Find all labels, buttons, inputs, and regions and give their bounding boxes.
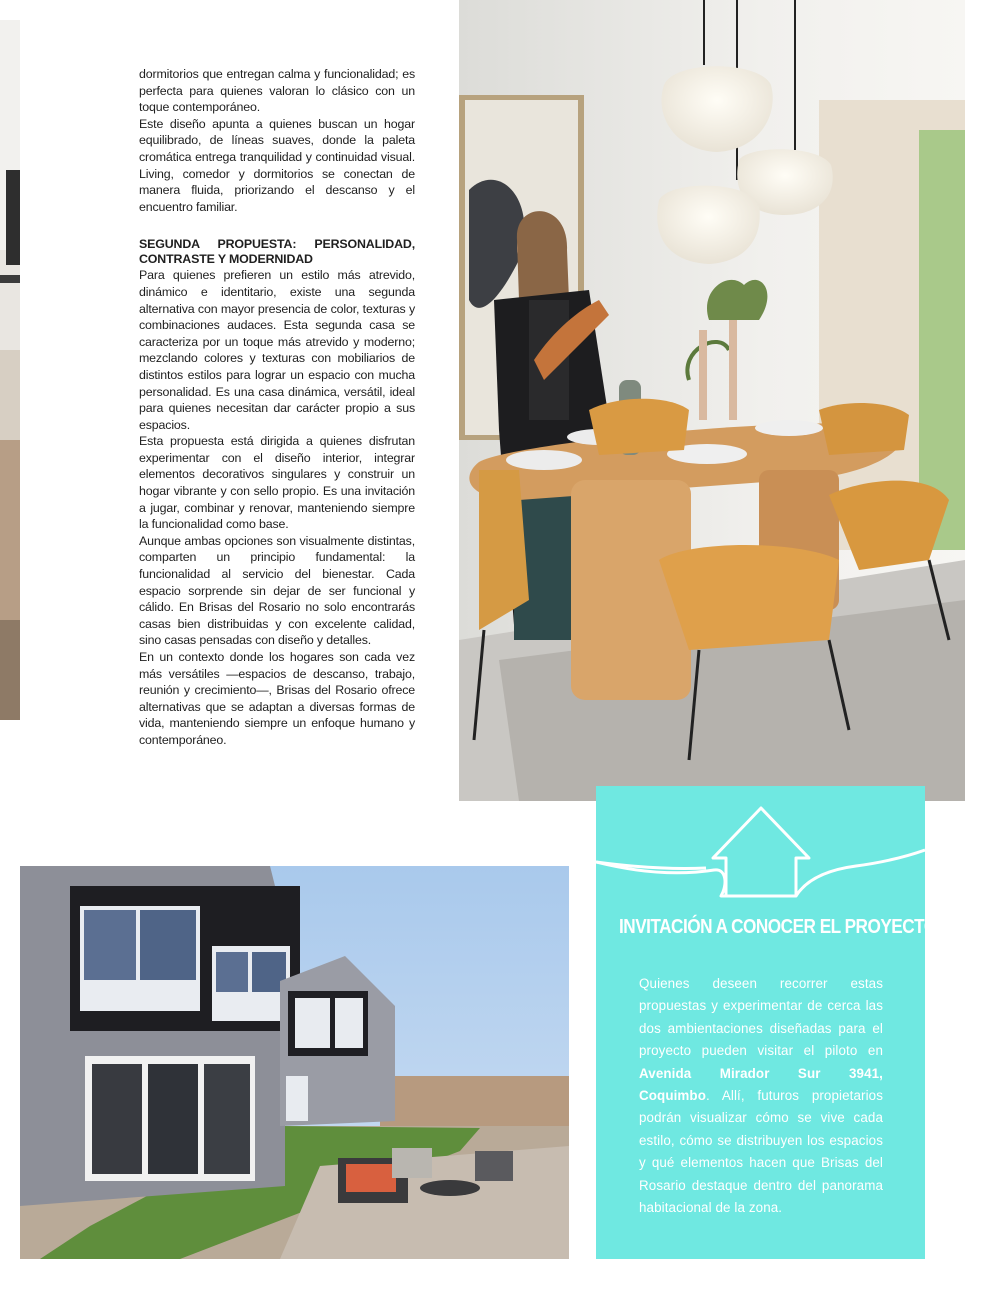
article-paragraph: En un contexto donde los hogares son cada vez más versátiles —espacios de descanso, trabajo, reunión y crecimiento—, Brisas del Rosario ofrece alternativas que se adaptan a diversas formas de vida, manteniendo siempre un enfoque humano y contemporáneo. [139,650,415,747]
article-paragraph: Para quienes prefieren un estilo más atrevido, dinámico e identitario, existe una segunda alternativa con mayor presencia de color, texturas y combinaciones audaces. Esta segunda casa se caracteriza por un toque más atrevido y moderno; mezclando colores y texturas con mobiliarios de distintos estilos para lograr un espacio con mucha personalidad. Es una casa dinámica, versátil, ideal para quienes necesitan dar carácter propio a sus espacios. [139,268,415,432]
section-heading: SEGUNDA PROPUESTA: PERSONALIDAD, CONTRASTE Y MODERNIDAD [139,237,415,267]
article-paragraph: Esta propuesta está dirigida a quienes disfrutan experimentar con el diseño interior, integrar elementos decorativos singulares y construir un hogar vibrante y con sello propio. Es una invitación a jugar, combinar y renovar, manteniendo siempre la funcionalidad como base. [139,434,415,532]
interior-photo-edge [0,20,20,720]
article-paragraph: Aunque ambas opciones son visualmente distintas, comparten un principio fundamental: la funcionalidad al servicio del bienestar. Cada espacio sorprende sin dejar de ser funcional y cálido. En Brisas del Rosario no solo encontrarás casas bien distribuidas y con excelente calidad, sino casas pensadas con diseño y detalles. [139,533,415,648]
article-paragraph: Este diseño apunta a quienes buscan un hogar equilibrado, de líneas suaves, donde la paleta cromática entrega tranquilidad y continuidad visual. Living, comedor y dormitorios se conectan de manera fluida, priorizando el descanso y el encuentro familiar. [139,116,415,214]
article-body [139,66,415,749]
invitation-text-start: Quienes deseen recorrer estas propuestas y experimentar de cerca las dos ambientaciones diseñadas para el proyecto pueden visitar el piloto en [639,976,883,1059]
house-outline-icon [596,800,925,910]
article-paragraph: dormitorios que entregan calma y funcionalidad; es perfecta para quienes valoran lo clásico con un toque contemporáneo. [139,67,415,115]
dining-room-photo [459,0,965,801]
invitation-text-end: . Allí, futuros propietarios podrán visualizar cómo se vive cada estilo, cómo se distribuyen los espacios y qué elementos hacen que Brisas del Rosario destaque dentro del panorama habitacional de la zona. [639,1088,883,1216]
invitation-box [596,786,937,1259]
project-address: Avenida Mirador Sur 3941, Coquimbo [639,1065,883,1104]
invitation-text [639,973,883,1219]
invitation-title: INVITACIÓN A CONOCER EL PROYECTO [619,916,937,938]
house-exterior-photo [20,866,569,1259]
